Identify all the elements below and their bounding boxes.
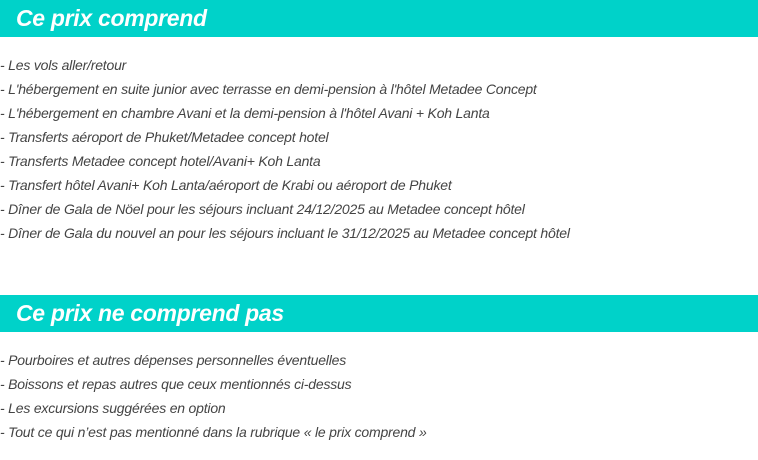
list-item: - Les vols aller/retour [0,57,127,73]
list-item: - Tout ce qui n’est pas mentionné dans la rubrique « le prix comprend » [0,424,427,440]
list-item: - Pourboires et autres dépenses personnelles éventuelles [0,352,347,368]
list-item: - Transfert hôtel Avani+ Koh Lanta/aéroport de Krabi ou aéroport de Phuket [0,177,452,193]
list-item: - Les excursions suggérées en option [0,400,226,416]
list-item: - Transferts Metadee concept hotel/Avani+ Koh Lanta [0,153,321,169]
included-list [0,53,570,245]
excluded-section-title: Ce prix ne comprend pas [0,295,758,332]
excluded-list [0,348,427,444]
list-item: - Transferts aéroport de Phuket/Metadee concept hotel [0,129,329,145]
list-item: - Dîner de Gala du nouvel an pour les séjours incluant le 31/12/2025 au Metadee concept hôtel [0,225,570,241]
included-section-title: Ce prix comprend [0,0,758,37]
list-item: - L'hébergement en chambre Avani et la demi-pension à l'hôtel Avani + Koh Lanta [0,105,490,121]
list-item: - L'hébergement en suite junior avec terrasse en demi-pension à l'hôtel Metadee Concept [0,81,537,97]
list-item: - Dîner de Gala de Nöel pour les séjours incluant 24/12/2025 au Metadee concept hôtel [0,201,525,217]
list-item: - Boissons et repas autres que ceux mentionnés ci-dessus [0,376,352,392]
